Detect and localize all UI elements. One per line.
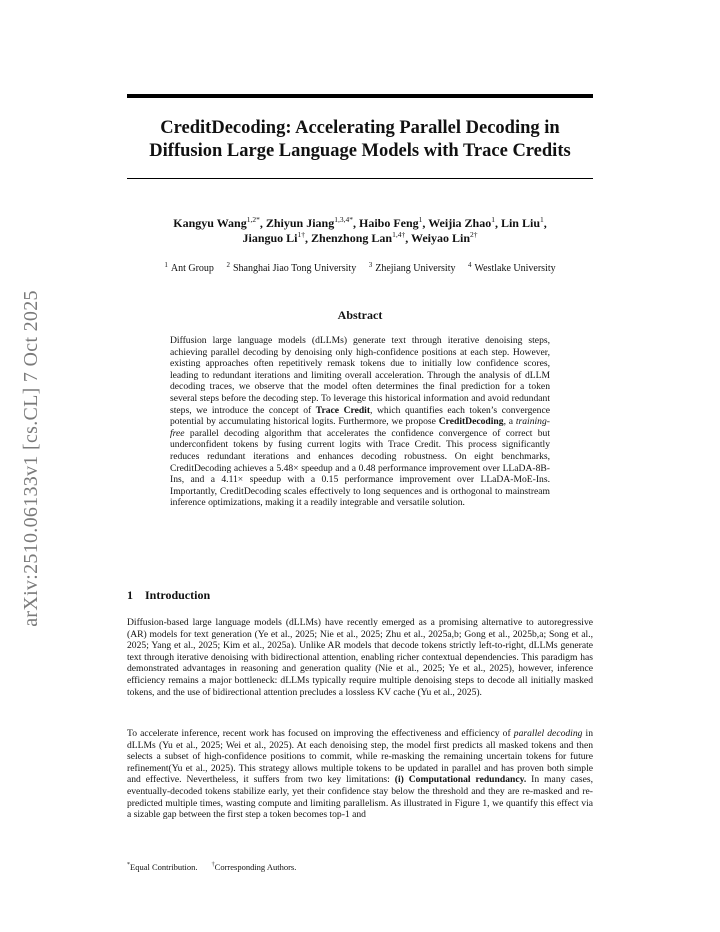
section-title: Introduction [145, 588, 211, 602]
footnotes [127, 862, 593, 873]
footnote-equal-contribution: *Equal Contribution. [127, 862, 198, 872]
arxiv-identifier [11, 268, 51, 648]
author-list [127, 216, 593, 246]
title-line-1: CreditDecoding: Accelerating Parallel Decoding in [160, 118, 560, 138]
title-top-rule [127, 94, 593, 98]
author: Zhenzhong Lan$^{1,4\dagger}$, [311, 230, 411, 245]
affiliation: $^1$ Ant Group [164, 261, 214, 274]
title-bottom-rule [127, 178, 593, 179]
footnote-corresponding-authors: †Corresponding Authors. [211, 862, 297, 872]
author: Zhiyun Jiang$^{1,3,4*}$, [265, 215, 359, 230]
affiliation: $^4$ Westlake University [467, 261, 556, 274]
author: Lin Liu$^1$, [500, 215, 547, 230]
affiliation: $^2$ Shanghai Jiao Tong University [226, 261, 357, 274]
abstract-heading: Abstract [337, 308, 383, 322]
affiliation: $^3$ Zhejiang University [368, 261, 456, 274]
abstract-text: Diffusion large language models (dLLMs) generate text through iterative denoising steps, achieving parallel decoding by denoising only high-confidence positions at each step. However, existing approaches often repetitively remask tokens due to initially low confidence scores, leading to redundant iterations and limiting overall acceleration. Through the analysis of dLLM decoding traces, we observe that the model often determines the final prediction for a token several steps before the decoding step. To leverage this historical information and avoid redundant steps, we introduce the concept of Trace Credit, which quantifies each token’s convergence potential by accumulating historical logits. Furthermore, we propose CreditDecoding, a training-free parallel decoding algorithm that accelerates the confidence convergence of correct but underconfident tokens by fusing current logits with Trace Credit. This process significantly reduces redundant iterations and enhances decoding robustness. On eight benchmarks, CreditDecoding achieves a 5.48× speedup and a 0.48 performance improvement over LLaDA-8B-Ins, and a 4.11× speedup with a 0.15 performance improvement over LLaDA-MoE-Ins. Importantly, CreditDecoding scales effectively to long sequences and is orthogonal to mainstream inference optimizations, making it a readily integrable and versatile solution. [170, 335, 550, 509]
arxiv-identifier-text: arXiv:2510.06133v1 [cs.CL] 7 Oct 2025 [19, 289, 42, 627]
section-heading-introduction [127, 588, 210, 603]
author: Weijia Zhao$^1$, [428, 215, 501, 230]
author: Weiyao Lin$^{2\dagger}$ [410, 230, 478, 245]
author: Kangyu Wang$^{1,2*}$, [173, 215, 266, 230]
intro-paragraph-2: To accelerate inference, recent work has focused on improving the effectiveness and efficiency of parallel decoding in dLLMs (Yu et al., 2025; Wei et al., 2025). At each denoising step, the model first predicts all masked tokens and then selects a subset of high-confidence positions to commit, while re-masking the remaining uncertain tokens for future refinement(Yu et al., 2025). This strategy allows multiple tokens to be updated in parallel and has proven both simple and effective. Nevertheless, it suffers from two key limitations: (i) Computational redundancy. In many cases, eventually-decoded tokens stabilize early, yet their confidence stay below the threshold and they are re-masked and re-predicted multiple times, wasting compute and limiting parallelism. As illustrated in Figure 1, we quantify this effect via a sizable gap between the first step a token becomes top-1 and [127, 728, 593, 821]
paper-title [127, 117, 593, 163]
author: Haibo Feng$^1$, [358, 215, 429, 230]
title-line-2: Diffusion Large Language Models with Trace Credits [149, 141, 571, 161]
author: Jianguo $Li^{1\dagger}$, [242, 230, 312, 245]
section-number: 1 [127, 588, 133, 602]
intro-paragraph-1: Diffusion-based large language models (dLLMs) have recently emerged as a promising alternative to autoregressive (AR) models for text generation (Ye et al., 2025; Nie et al., 2025; Zhu et al., 2025a,b; Gong et al., 2025b,a; Song et al., 2025; Yang et al., 2025; Kim et al., 2025a). Unlike AR models that decode tokens strictly left-to-right, dLLMs generate text through iterative denoising with bidirectional attention, enabling richer contextual dependencies. This paradigm has demonstrated advantages in reasoning and generation quality (Nie et al., 2025; Ye et al., 2025), however, inference efficiency remains a major bottleneck: dLLMs typically require multiple denoising steps to decode all initially masked tokens, and the use of bidirectional attention precludes a lossless KV cache (Yu et al., 2025). [127, 617, 593, 698]
affiliation-list [127, 262, 593, 275]
